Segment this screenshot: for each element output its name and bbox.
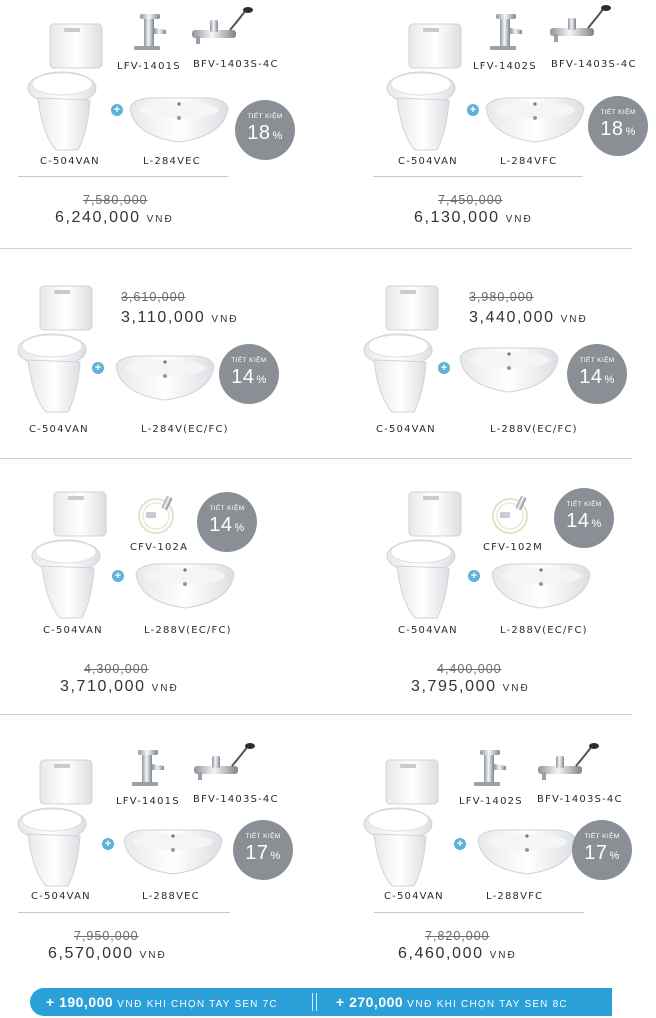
- basin-image: [476, 828, 568, 876]
- basin-code: L-288V(EC/FC): [500, 625, 588, 636]
- shower-code: BFV-1403S-4C: [537, 794, 623, 805]
- basin-code: L-288V(EC/FC): [490, 424, 578, 435]
- basin-code: L-288VEC: [142, 891, 200, 902]
- discount-value: 14 %: [579, 366, 615, 388]
- badge-label: TIẾT KIỆM: [566, 501, 602, 508]
- faucet-code: LFV-1401S: [116, 796, 180, 807]
- banner-divider: [312, 993, 317, 1011]
- toilet-code: C-504VAN: [376, 424, 436, 435]
- old-price: 4,300,000: [84, 662, 149, 676]
- basin-image: [122, 828, 214, 876]
- badge-label: TIẾT KIỆM: [245, 833, 281, 840]
- basin-image: [490, 562, 584, 610]
- new-price: 6,130,000 VNĐ: [414, 209, 533, 226]
- divider: [18, 176, 228, 177]
- basin-code: L-284V(EC/FC): [141, 424, 229, 435]
- faucet-code: LFV-1402S: [459, 796, 523, 807]
- section-divider: [0, 458, 632, 459]
- toilet-image: [385, 490, 465, 620]
- plus-icon: +: [467, 104, 479, 116]
- toilet-image: [385, 22, 465, 152]
- toilet-image: [16, 758, 96, 888]
- old-price: 3,980,000: [469, 290, 534, 304]
- shower-mixer-image: [192, 742, 256, 784]
- discount-badge: [233, 820, 293, 880]
- plus-icon: +: [111, 104, 123, 116]
- old-price: 7,950,000: [74, 929, 139, 943]
- plus-icon: +: [92, 362, 104, 374]
- basin-image: [458, 346, 554, 394]
- toilet-image: [26, 22, 106, 152]
- basin-code: L-284VEC: [143, 156, 201, 167]
- discount-badge: [572, 820, 632, 880]
- new-price: 3,795,000 VNĐ: [411, 678, 530, 695]
- new-price: 6,460,000 VNĐ: [398, 945, 517, 962]
- basin-code: L-288V(EC/FC): [144, 625, 232, 636]
- toilet-code: C-504VAN: [384, 891, 444, 902]
- old-price: 4,400,000: [437, 662, 502, 676]
- divider: [373, 176, 583, 177]
- badge-label: TIẾT KIỆM: [579, 357, 615, 364]
- faucet-image: [130, 12, 170, 54]
- new-price: 6,240,000 VNĐ: [55, 209, 174, 226]
- basin-code: L-288VFC: [486, 891, 544, 902]
- plus-icon: +: [454, 838, 466, 850]
- faucet-image: [470, 748, 510, 790]
- discount-value: 17 %: [245, 842, 281, 864]
- discount-badge: [235, 100, 295, 160]
- faucet-code: LFV-1402S: [473, 61, 537, 72]
- shower-code: BFV-1403S-4C: [193, 59, 279, 70]
- basin-image: [114, 354, 218, 402]
- new-price: 3,440,000 VNĐ: [469, 309, 588, 326]
- shower-code: BFV-1403S-4C: [551, 59, 637, 70]
- basin-image: [134, 562, 224, 610]
- faucet-code: LFV-1401S: [117, 61, 181, 72]
- basin-code: L-284VFC: [500, 156, 558, 167]
- badge-label: TIẾT KIỆM: [600, 109, 636, 116]
- shower-code: BFV-1403S-4C: [193, 794, 279, 805]
- discount-value: 14 %: [231, 366, 267, 388]
- faucet-image: [128, 748, 168, 790]
- bidet-spray-image: [136, 494, 180, 534]
- discount-badge: [219, 344, 279, 404]
- faucet-image: [486, 12, 526, 54]
- toilet-code: C-504VAN: [398, 156, 458, 167]
- old-price: 3,610,000: [121, 290, 186, 304]
- discount-value: 17 %: [584, 842, 620, 864]
- toilet-image: [362, 284, 442, 414]
- plus-icon: +: [112, 570, 124, 582]
- new-price: 3,110,000 VNĐ: [121, 309, 239, 326]
- old-price: 7,580,000: [83, 193, 148, 207]
- spray-code: CFV-102A: [130, 542, 189, 553]
- shower-upgrade-banner: [30, 988, 612, 1016]
- toilet-code: C-504VAN: [31, 891, 91, 902]
- plus-icon: +: [468, 570, 480, 582]
- shower-mixer-image: [536, 742, 600, 784]
- toilet-code: C-504VAN: [40, 156, 100, 167]
- plus-icon: +: [438, 362, 450, 374]
- shower-mixer-image: [548, 4, 612, 46]
- badge-label: TIẾT KIỆM: [209, 505, 245, 512]
- toilet-code: C-504VAN: [43, 625, 103, 636]
- toilet-code: C-504VAN: [398, 625, 458, 636]
- toilet-image: [16, 284, 96, 414]
- bidet-spray-image: [490, 494, 534, 534]
- badge-label: TIẾT KIỆM: [231, 357, 267, 364]
- shower-mixer-image: [190, 6, 254, 48]
- new-price: 3,710,000 VNĐ: [60, 678, 179, 695]
- discount-value: 18 %: [600, 118, 636, 140]
- discount-value: 14 %: [209, 514, 245, 536]
- discount-value: 14 %: [566, 510, 602, 532]
- badge-label: TIẾT KIỆM: [247, 113, 283, 120]
- discount-value: 18 %: [247, 122, 283, 144]
- toilet-image: [362, 758, 442, 888]
- basin-image: [128, 96, 232, 144]
- upgrade-7c-text: + 190,000 VNĐ KHI CHỌN TAY SEN 7C: [46, 994, 278, 1010]
- discount-badge: [588, 96, 648, 156]
- old-price: 7,450,000: [438, 193, 503, 207]
- spray-code: CFV-102M: [483, 542, 543, 553]
- basin-image: [484, 96, 588, 144]
- discount-badge: [197, 492, 257, 552]
- section-divider: [0, 248, 632, 249]
- discount-badge: [554, 488, 614, 548]
- toilet-image: [30, 490, 110, 620]
- badge-label: TIẾT KIỆM: [584, 833, 620, 840]
- new-price: 6,570,000 VNĐ: [48, 945, 167, 962]
- old-price: 7,820,000: [425, 929, 490, 943]
- section-divider: [0, 714, 632, 715]
- plus-icon: +: [102, 838, 114, 850]
- divider: [18, 912, 230, 913]
- upgrade-8c-text: + 270,000 VNĐ KHI CHỌN TAY SEN 8C: [336, 994, 568, 1010]
- discount-badge: [567, 344, 627, 404]
- divider: [374, 912, 584, 913]
- toilet-code: C-504VAN: [29, 424, 89, 435]
